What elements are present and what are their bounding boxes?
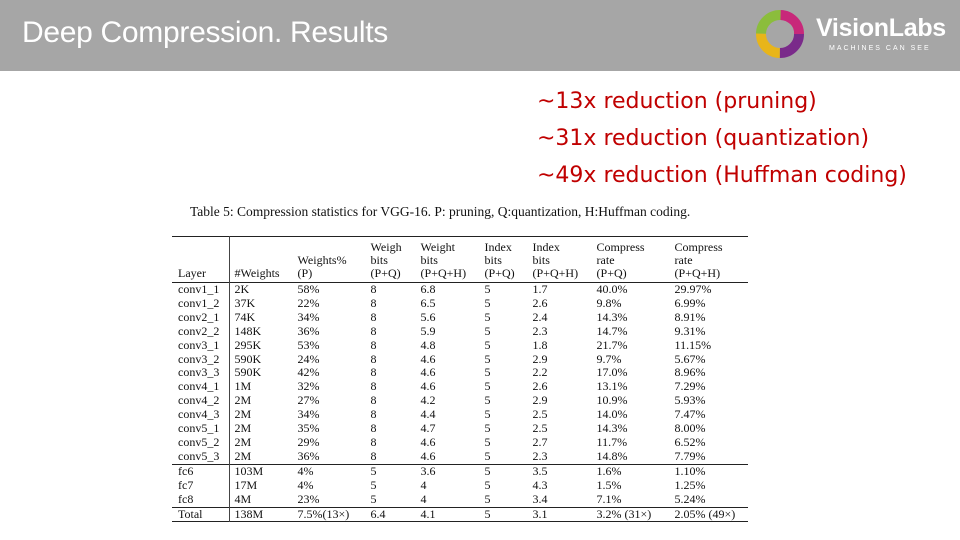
table-cell: 4.1	[416, 507, 480, 522]
header-line: bits	[370, 253, 388, 267]
table-cell: 5	[484, 379, 491, 394]
table-cell: 21.7%	[596, 337, 628, 352]
table-cell: 4.3	[532, 477, 548, 492]
header-line: (P+Q+H)	[420, 266, 467, 280]
table-cell: 4	[420, 477, 427, 492]
table-cell: 4%	[293, 464, 366, 478]
table-cell: 8	[370, 379, 377, 394]
table-cell: conv5_3	[172, 450, 229, 464]
table-cell: 7.1%	[596, 491, 622, 506]
table-cell: 590K	[234, 365, 262, 380]
table-cell: 17M	[234, 477, 258, 492]
table-cell: 5	[366, 464, 416, 478]
table-cell: 5	[484, 393, 491, 408]
table-cell: 4.7	[420, 421, 436, 436]
table-cell: conv4_3	[172, 408, 229, 422]
table-cell: 1.8	[532, 337, 548, 352]
header-line: bits	[484, 253, 502, 267]
table-header-row	[172, 237, 748, 283]
table-cell: 4.4	[420, 407, 436, 422]
table-cell: 6.4	[366, 507, 416, 522]
table-row	[172, 339, 748, 353]
table-cell: 27%	[297, 393, 320, 408]
table-cell: 29.97%	[674, 282, 712, 296]
table-row	[172, 311, 748, 325]
table-cell: 1M	[234, 379, 252, 394]
table-cell: 8	[370, 393, 377, 408]
table-cell: 42%	[297, 365, 320, 380]
table-cell: 9.7%	[596, 351, 622, 366]
table-cell: 4.8	[420, 337, 436, 352]
slide-title: Deep Compression. Results	[22, 16, 388, 49]
table-cell: 4.6	[420, 365, 436, 380]
table-cell: 5.6	[420, 309, 436, 324]
table-cell: 2K	[234, 282, 250, 296]
table-cell: 5.93%	[674, 393, 706, 408]
logo-tagline: MACHINES CAN SEE	[829, 45, 931, 52]
table-cell: 14.3%	[596, 421, 628, 436]
table-cell: 35%	[297, 421, 320, 436]
table-cell: 5	[370, 477, 377, 492]
table-cell: conv4_1	[172, 380, 229, 394]
table-cell: 6.8	[420, 282, 436, 296]
table-cell: 8	[370, 365, 377, 380]
table-cell: 4.6	[420, 448, 436, 463]
header-line: (P+Q)	[484, 266, 515, 280]
table-caption: Table 5: Compression statistics for VGG-16. P: pruning, Q:quantization, H:Huffman coding.	[190, 204, 691, 219]
table-cell: 9.8%	[596, 295, 622, 310]
table-cell: 36%	[297, 448, 320, 463]
table-cell: 2M	[234, 407, 252, 422]
header-line: Compress	[674, 240, 723, 254]
table-cell: 2.9	[532, 351, 548, 366]
table-row	[172, 283, 748, 297]
table-cell: 8	[370, 448, 377, 463]
table-cell: 6.99%	[674, 295, 706, 310]
table-cell: 24%	[297, 351, 320, 366]
table-cell: fc8	[172, 493, 229, 507]
table-cell: conv4_2	[172, 394, 229, 408]
table-cell: 4.2	[420, 393, 436, 408]
header-line: bits	[532, 253, 550, 267]
logo-ring-icon	[754, 8, 810, 60]
table-cell: 5	[484, 351, 491, 366]
table-row	[172, 464, 748, 478]
table-row	[172, 353, 748, 367]
header-line: (P+Q+H)	[532, 266, 579, 280]
table-cell: 22%	[297, 295, 320, 310]
table-cell: 13.1%	[596, 379, 628, 394]
table-cell: 2.3	[532, 448, 548, 463]
table-cell: 1.25%	[674, 477, 706, 492]
table-cell: Total	[172, 507, 229, 522]
table-cell: 14.8%	[596, 448, 628, 463]
table-row	[172, 493, 748, 507]
logo-name: VisionLabs	[816, 14, 946, 42]
table-cell: 58%	[297, 282, 320, 296]
header-index-bits-pqh	[528, 237, 592, 283]
table-cell: 4.6	[420, 434, 436, 449]
table-cell: 53%	[297, 337, 320, 352]
header-index-bits-pq	[480, 237, 528, 283]
table-row	[172, 366, 748, 380]
header-weight-bits-pqh	[416, 237, 480, 283]
table-cell: 9.31%	[674, 323, 706, 338]
table-cell: 148K	[234, 323, 262, 338]
table-cell: 8	[370, 295, 377, 310]
table-cell: 1.6%	[592, 464, 670, 478]
table-cell: conv2_2	[172, 325, 229, 339]
table-cell: 74K	[234, 309, 256, 324]
table-cell: 8	[370, 309, 377, 324]
table-row	[172, 394, 748, 408]
table-cell: 5	[484, 448, 491, 463]
table-cell: 8.91%	[674, 309, 706, 324]
header-weights	[229, 237, 293, 283]
table-cell: 5.67%	[674, 351, 706, 366]
slide-header	[0, 0, 960, 71]
table-cell: 2M	[234, 393, 252, 408]
table-row	[172, 479, 748, 493]
table-cell: 7.79%	[674, 448, 706, 463]
table-cell: 5	[484, 365, 491, 380]
table-cell: conv5_2	[172, 436, 229, 450]
table-cell: 8	[370, 323, 377, 338]
table-cell: 8.96%	[674, 365, 706, 380]
table-cell: 11.15%	[674, 337, 712, 352]
visionlabs-logo	[754, 8, 944, 60]
table-cell: 5	[484, 491, 491, 506]
table-cell: 5	[484, 434, 491, 449]
table-cell: 29%	[297, 434, 320, 449]
table-cell: 4.6	[420, 379, 436, 394]
header-line: rate	[674, 253, 693, 267]
table-cell: 4	[420, 491, 427, 506]
table-cell: conv3_1	[172, 339, 229, 353]
table-cell: 1.10%	[670, 464, 748, 478]
table-cell: 10.9%	[596, 393, 628, 408]
table-cell: 37K	[234, 295, 256, 310]
table-cell: 6.5	[420, 295, 436, 310]
table-cell: 2.2	[532, 365, 548, 380]
table-row	[172, 422, 748, 436]
table-cell: 138M	[229, 507, 293, 522]
header-layer	[172, 237, 229, 283]
header-line: bits	[420, 253, 438, 267]
header-line: Compress	[596, 240, 645, 254]
table-cell: 7.29%	[674, 379, 706, 394]
table-cell: 2.4	[532, 309, 548, 324]
table-cell: 6.52%	[674, 434, 706, 449]
table-cell: 14.7%	[596, 323, 628, 338]
table-cell: fc7	[172, 479, 229, 493]
table-cell: 8.00%	[674, 421, 706, 436]
header-line: Index	[532, 240, 560, 254]
note-huffman: ~49x reduction (Huffman coding)	[537, 163, 907, 188]
table-cell: conv2_1	[172, 311, 229, 325]
table-cell: 5	[370, 491, 377, 506]
header-line: Index	[484, 240, 512, 254]
table-cell: 5	[480, 507, 528, 522]
table-cell: 2.7	[532, 434, 548, 449]
table-cell: conv5_1	[172, 422, 229, 436]
table-cell: conv1_1	[172, 283, 229, 297]
table-cell: 2M	[234, 421, 252, 436]
table-cell: 8	[370, 421, 377, 436]
table-cell: 3.6	[416, 464, 480, 478]
table-cell: 34%	[297, 309, 320, 324]
table-cell: 2.6	[532, 295, 548, 310]
header-line: Layer	[178, 266, 206, 280]
table-cell: 5	[484, 323, 491, 338]
table-cell: 7.5%(13×)	[293, 507, 366, 522]
table-row	[172, 450, 748, 464]
table-cell: conv3_3	[172, 366, 229, 380]
table-cell: 5	[484, 295, 491, 310]
table-cell: 1.5%	[596, 477, 622, 492]
table-cell: 36%	[297, 323, 320, 338]
table-cell: 7.47%	[674, 407, 706, 422]
table-body	[172, 283, 748, 522]
table-row	[172, 297, 748, 311]
table-row	[172, 436, 748, 450]
table-cell: conv1_2	[172, 297, 229, 311]
table-cell: 590K	[234, 351, 262, 366]
table-cell: 2.05% (49×)	[670, 507, 748, 522]
table-cell: 5	[480, 464, 528, 478]
header-line: (P+Q)	[596, 266, 627, 280]
header-weights-pct	[293, 237, 366, 283]
table-cell: 103M	[229, 464, 293, 478]
table-row	[172, 408, 748, 422]
table-cell: 2M	[234, 434, 252, 449]
compression-table	[172, 236, 748, 522]
compression-table-image	[172, 200, 748, 520]
table-cell: 5	[484, 407, 491, 422]
table-cell: 5	[484, 309, 491, 324]
table-cell: 2.5	[532, 421, 548, 436]
table-cell: 3.1	[528, 507, 592, 522]
table-cell: 40.0%	[596, 282, 628, 296]
table-cell: 3.5	[528, 464, 592, 478]
table-cell: 4M	[234, 491, 252, 506]
table-cell: 14.3%	[596, 309, 628, 324]
table-cell: 8	[370, 337, 377, 352]
table-cell: 2.9	[532, 393, 548, 408]
table-cell: 14.0%	[596, 407, 628, 422]
table-cell: 11.7%	[596, 434, 628, 449]
table-row	[172, 507, 748, 522]
table-cell: 5.24%	[674, 491, 706, 506]
table-cell: 2M	[234, 448, 252, 463]
table-cell: 4%	[297, 477, 314, 492]
header-weight-bits-pq	[366, 237, 416, 283]
table-cell: 34%	[297, 407, 320, 422]
header-compress-rate-pq	[592, 237, 670, 283]
header-compress-rate-pqh	[670, 237, 748, 283]
table-cell: 8	[370, 407, 377, 422]
table-cell: 5	[484, 421, 491, 436]
table-cell: 295K	[234, 337, 262, 352]
header-line: Weigh	[370, 240, 402, 254]
header-line: (P)	[297, 266, 313, 280]
table-cell: 5.9	[420, 323, 436, 338]
table-cell: 2.3	[532, 323, 548, 338]
table-row	[172, 380, 748, 394]
table-row	[172, 325, 748, 339]
header-line: Weight	[420, 240, 455, 254]
table-cell: 8	[370, 434, 377, 449]
table-cell: 4.6	[420, 351, 436, 366]
table-cell: 5	[484, 282, 491, 296]
note-pruning: ~13x reduction (pruning)	[537, 89, 817, 114]
table-cell: 32%	[297, 379, 320, 394]
table-cell: 23%	[297, 491, 320, 506]
table-cell: 3.4	[532, 491, 548, 506]
reduction-notes	[537, 83, 907, 194]
table-cell: 2.6	[532, 379, 548, 394]
table-cell: conv3_2	[172, 353, 229, 367]
note-quantization: ~31x reduction (quantization)	[537, 126, 870, 151]
table-cell: 3.2% (31×)	[592, 507, 670, 522]
table-cell: 8	[370, 282, 377, 296]
header-line: rate	[596, 253, 615, 267]
table-cell: 1.7	[532, 282, 548, 296]
header-line: (P+Q+H)	[674, 266, 721, 280]
table-cell: 17.0%	[596, 365, 628, 380]
table-cell: 8	[370, 351, 377, 366]
table-cell: 5	[484, 477, 491, 492]
table-cell: fc6	[172, 464, 229, 478]
header-line: (P+Q)	[370, 266, 401, 280]
header-line: Weights%	[297, 253, 347, 267]
table-cell: 2.5	[532, 407, 548, 422]
header-line: #Weights	[234, 266, 280, 280]
table-cell: 5	[484, 337, 491, 352]
